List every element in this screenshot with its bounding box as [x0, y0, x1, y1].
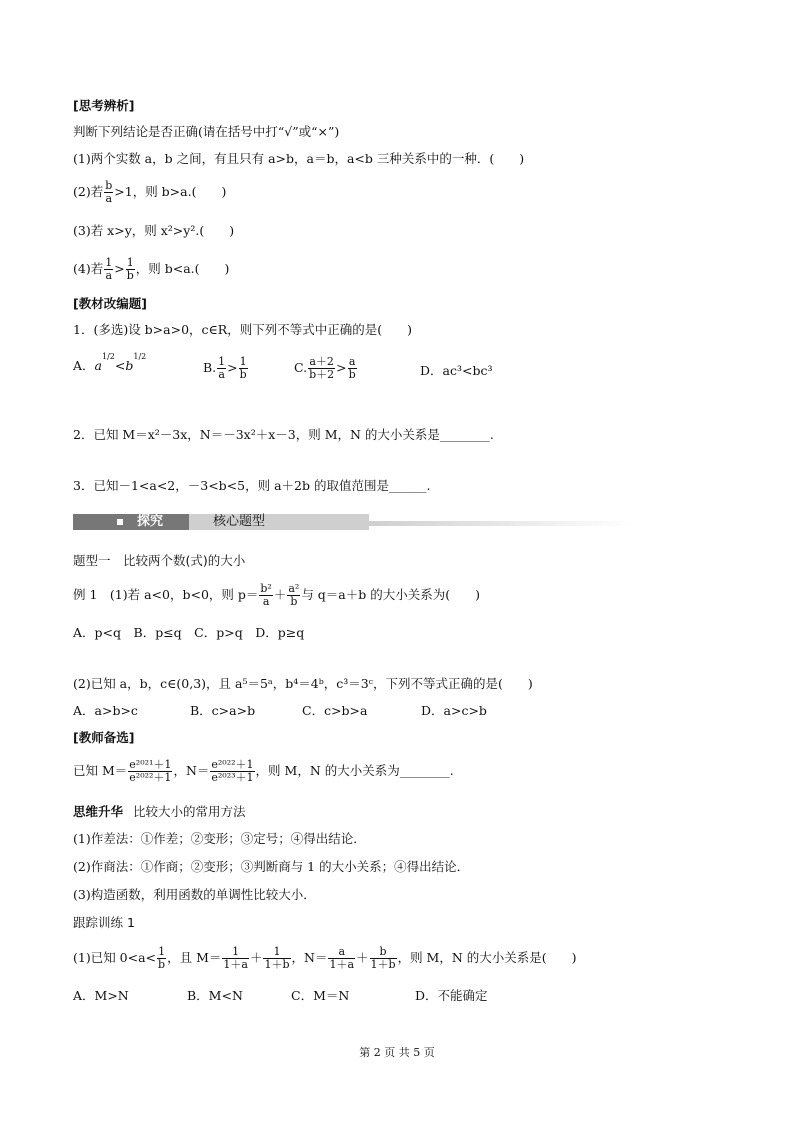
denominator: 1＋b: [370, 958, 396, 971]
option-label: C.: [294, 360, 308, 375]
thinking-q2: [73, 180, 226, 205]
thinking-q3: (3)若 x>y，则 x²>y².( ): [73, 223, 235, 238]
fraction: [239, 356, 248, 381]
numerator: 1: [239, 355, 247, 368]
track-problem: [73, 946, 577, 971]
banner-fade-line: [369, 521, 633, 526]
fraction: [128, 759, 172, 784]
gt-sign: >: [227, 360, 238, 375]
banner-left-label: 探究: [137, 514, 164, 529]
fraction: [348, 356, 357, 381]
method-subtitle: 比较大小的常用方法: [133, 804, 246, 819]
track-pre: (1)已知 0<a<: [73, 950, 157, 965]
fraction: [308, 356, 335, 381]
ex1p2-option-c: C．c>b>a: [302, 703, 368, 718]
q4-post: ，则 b<a.( ): [135, 261, 230, 276]
numerator: 1: [126, 256, 134, 269]
denominator: b: [290, 595, 298, 608]
method-line-1: (1)作差法：①作差；②变形；③定号；④得出结论．: [73, 831, 366, 846]
section-teacher-title: [教师备选]: [73, 730, 135, 745]
q4-pre: (4)若: [73, 261, 104, 276]
textbook-q1: 1．(多选)设 b>a>0，c∈R，则下列不等式中正确的是( ): [73, 322, 412, 337]
teacher-mid: ，N＝: [173, 763, 210, 778]
fraction: [287, 583, 300, 608]
denominator: b: [239, 368, 247, 381]
track-title: 跟踪训练 1: [73, 915, 135, 930]
ex1p2-option-a: A．a>b>c: [73, 703, 138, 718]
plus-sign: ＋: [273, 587, 287, 602]
numerator: a²: [288, 582, 300, 595]
teacher-problem: [73, 759, 454, 784]
denominator: b: [126, 269, 134, 282]
numerator: 1: [218, 355, 226, 368]
numerator: e²⁰²¹＋1: [129, 758, 172, 771]
gt-sign: >: [336, 360, 347, 375]
thinking-intro: 判断下列结论是否正确(请在括号中打“√”或“×”): [73, 124, 340, 139]
denominator: a: [105, 192, 113, 205]
denominator: 1＋a: [329, 958, 355, 971]
example1-part1: [73, 583, 480, 608]
method-line-2: (2)作商法：①作商；②变形；③判断商与 1 的大小关系；④得出结论．: [73, 859, 470, 874]
numerator: 1: [105, 256, 113, 269]
track-mid2: ，N＝: [291, 950, 328, 965]
fraction: [104, 257, 113, 282]
q2-pre: (2)若: [73, 184, 104, 199]
section-banner: [73, 512, 633, 532]
fraction: [104, 180, 113, 205]
numerator: 1: [263, 946, 290, 959]
track-option-c: C．M＝N: [291, 988, 350, 1003]
fraction: [126, 257, 135, 282]
ex1-pre: 例 1 (1)若 a<0，b<0，则 p＝: [73, 587, 259, 602]
option-label: D．: [420, 363, 443, 378]
track-post: ，则 M，N 的大小关系是( ): [397, 950, 577, 965]
ex1p2-option-d: D．a>c>b: [421, 703, 487, 718]
fraction: [217, 356, 226, 381]
numerator: b²: [260, 582, 272, 595]
banner-right-label: 核心题型: [213, 514, 266, 529]
numerator: 1: [222, 946, 249, 959]
textbook-q3: 3．已知－1<a<2，－3<b<5，则 a＋2b 的取值范围是______.: [73, 478, 431, 493]
banner-dark-block: [73, 514, 189, 530]
fraction: [222, 946, 249, 971]
numerator: a＋2: [309, 355, 334, 368]
denominator: 1＋b: [264, 958, 290, 971]
option-b: [203, 356, 249, 381]
numerator: b: [105, 179, 113, 192]
denominator: b: [348, 368, 356, 381]
numerator: 1: [158, 945, 166, 958]
thinking-q1: (1)两个实数 a，b 之间，有且只有 a>b，a＝b，a<b 三种关系中的一种．( ): [73, 151, 525, 166]
option-label: A．: [73, 358, 95, 373]
track-option-d: D．不能确定: [415, 988, 488, 1003]
numerator: a: [328, 946, 355, 959]
fraction: [328, 946, 355, 971]
denominator: a: [262, 595, 270, 608]
numerator: a: [348, 355, 356, 368]
thinking-q4: [73, 257, 229, 282]
example1-part1-options: A．p<q B．p≤q C．p>q D．p≥q: [73, 625, 305, 640]
denominator: b: [158, 958, 166, 971]
denominator: e²⁰²³＋1: [211, 771, 254, 784]
fraction: [370, 946, 397, 971]
track-option-b: B．M<N: [187, 988, 243, 1003]
ex1-post: 与 q＝a＋b 的大小关系为( ): [301, 587, 480, 602]
option-d: [420, 363, 492, 379]
lt-sign: <: [114, 358, 126, 373]
option-text: ac³<bc³: [442, 363, 493, 378]
track-mid1: ，且 M＝: [167, 950, 222, 965]
section-thinking-title: [思考辨析]: [73, 98, 135, 113]
section-textbook-title: [教材改编题]: [73, 296, 147, 311]
denominator: a: [105, 269, 112, 282]
example1-part2: (2)已知 a，b，c∈(0,3)，且 a⁵＝5ᵃ，b⁴＝4ᵇ，c³＝3ᶜ，下列不等式正确的是( ): [73, 676, 533, 691]
option-a: [73, 351, 147, 374]
denominator: b＋2: [309, 368, 335, 381]
fraction: [259, 583, 272, 608]
method-title: 思维升华: [73, 804, 124, 819]
teacher-pre: 已知 M＝: [73, 763, 128, 778]
denominator: a: [218, 368, 225, 381]
textbook-q2: 2．已知 M＝x²－3x，N＝－3x²＋x－3，则 M，N 的大小关系是________.: [73, 427, 494, 442]
base-a: a: [94, 358, 102, 373]
gt-sign: >: [114, 261, 125, 276]
fraction: [157, 946, 166, 971]
topic1-title: 题型一 比较两个数(式)的大小: [73, 553, 246, 568]
page-footer: 第 2 页 共 5 页: [359, 1046, 435, 1059]
method-header: [73, 804, 246, 820]
exponent: 1/2: [101, 351, 115, 361]
denominator: e²⁰²²＋1: [129, 771, 172, 784]
q2-post: >1，则 b>a.( ): [114, 184, 227, 199]
teacher-post: ，则 M，N 的大小关系为________.: [255, 763, 454, 778]
option-c: [294, 356, 358, 381]
fraction: [210, 759, 254, 784]
numerator: b: [370, 946, 397, 959]
base-b: b: [125, 358, 134, 373]
ex1p2-option-b: B．c>a>b: [190, 703, 256, 718]
square-bullet-icon: [117, 519, 123, 525]
denominator: 1＋a: [223, 958, 248, 971]
numerator: e²⁰²²＋1: [211, 758, 254, 771]
plus-sign: ＋: [356, 950, 369, 965]
method-line-3: (3)构造函数，利用函数的单调性比较大小．: [73, 887, 316, 902]
plus-sign: ＋: [249, 950, 263, 965]
exponent: 1/2: [133, 351, 147, 361]
fraction: [263, 946, 290, 971]
track-option-a: A．M>N: [73, 988, 129, 1003]
option-label: B.: [203, 360, 217, 375]
